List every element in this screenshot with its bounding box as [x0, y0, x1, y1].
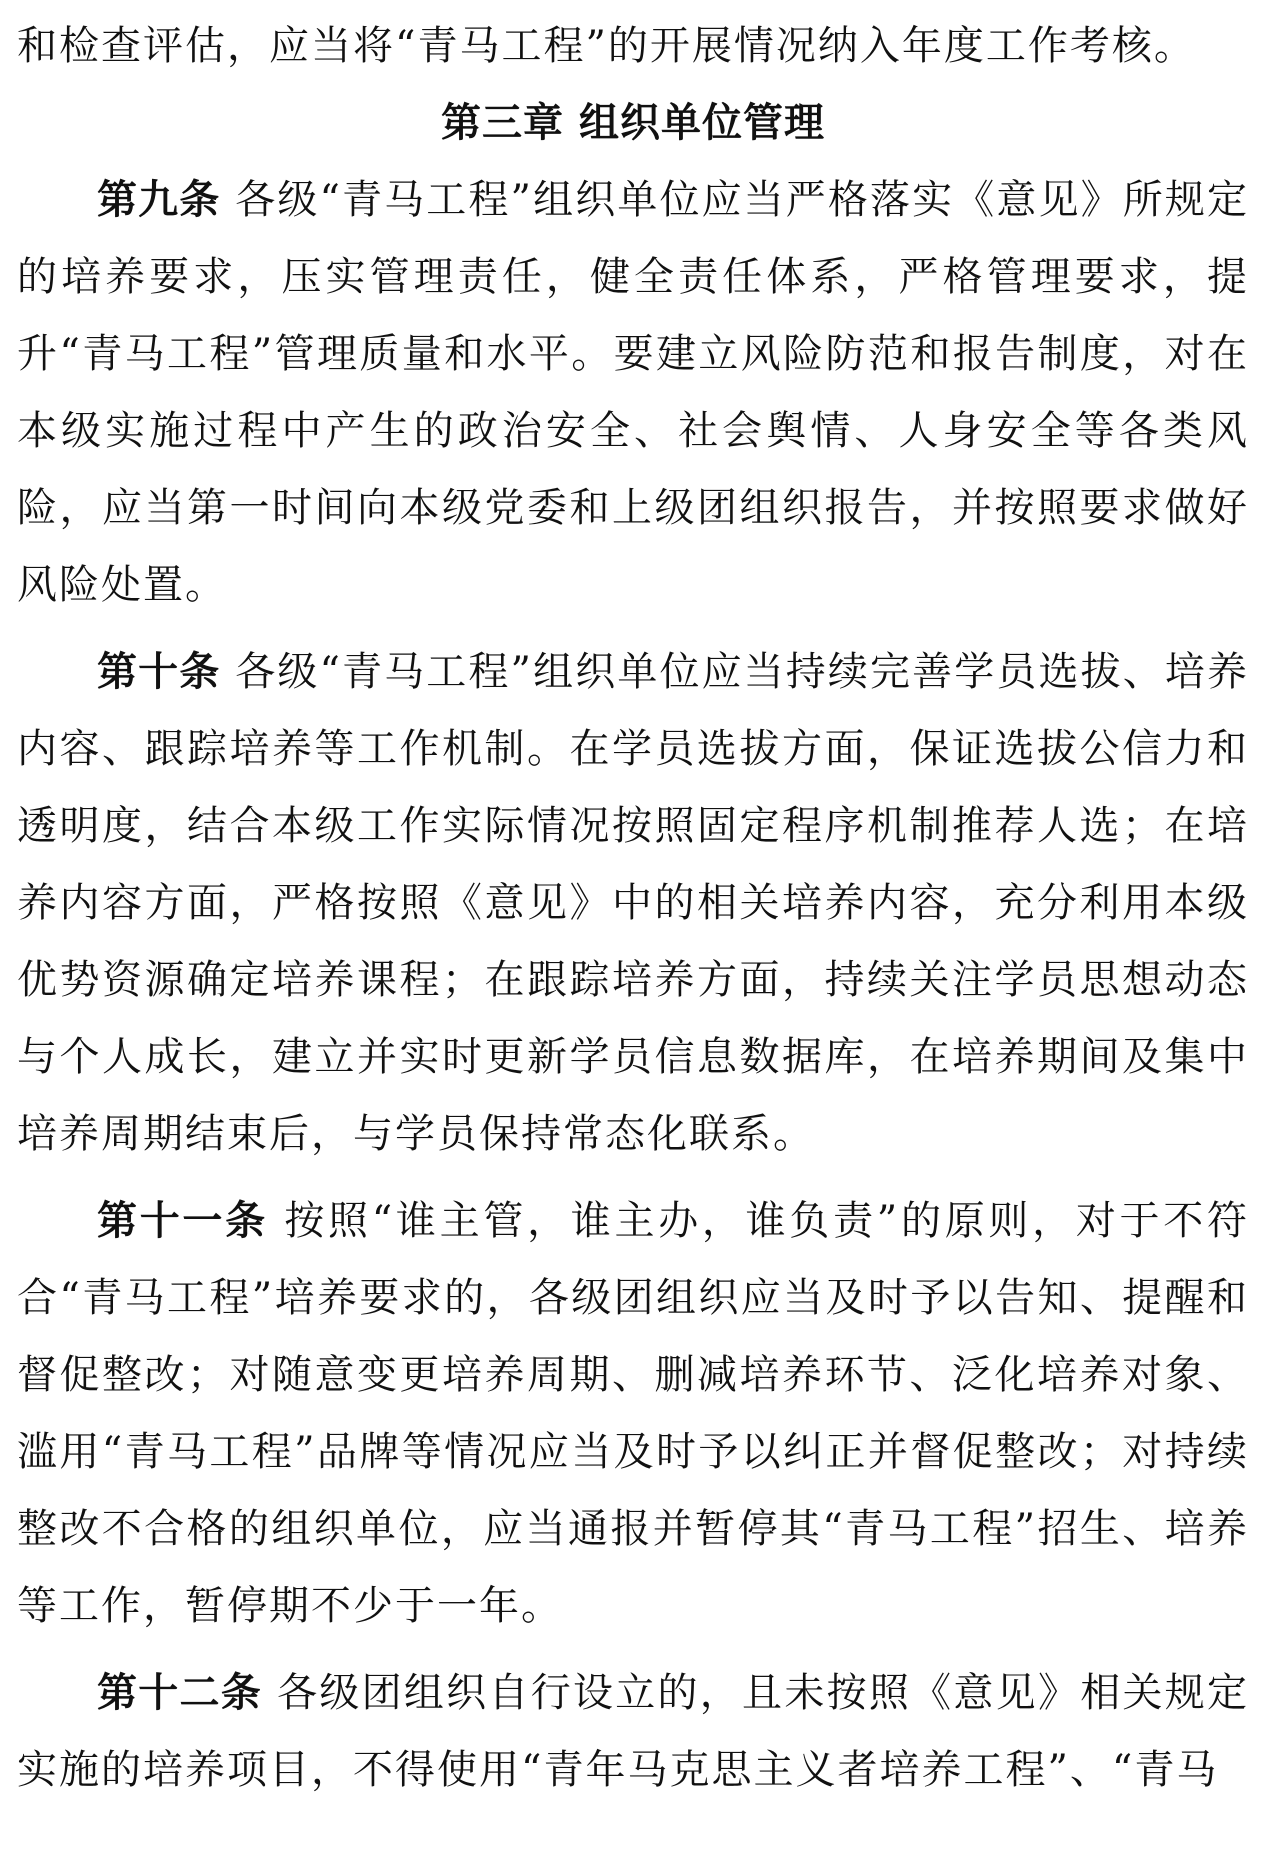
article-10-label: 第十条: [97, 649, 221, 695]
chapter-heading: 第三章 组织单位管理: [441, 100, 825, 146]
article-12-text: 各级团组织自行设立的，且未按照《意见》相关规定实施的培养项目，不得使用“青年马克思主义者培养工程”、“青马: [17, 1670, 1250, 1793]
document-page: [17, 8, 1249, 1809]
article-9-text: 各级“青马工程”组织单位应当严格落实《意见》所规定的培养要求，压实管理责任，健全责任体系，严格管理要求，提升“青马工程”管理质量和水平。要建立风险防范和报告制度，对在本级实施过程中产生的政治安全、社会舆情、人身安全等各类风险，应当第一时间向本级党委和上级团组织报告，并按照要求做好风险处置。: [17, 177, 1250, 608]
article-11-label: 第十一条: [97, 1198, 268, 1244]
article-12: [17, 1655, 1249, 1809]
article-10-text: 各级“青马工程”组织单位应当持续完善学员选拔、培养内容、跟踪培养等工作机制。在学员选拔方面，保证选拔公信力和透明度，结合本级工作实际情况按照固定程序机制推荐人选；在培养内容方面，严格按照《意见》中的相关培养内容，充分利用本级优势资源确定培养课程；在跟踪培养方面，持续关注学员思想动态与个人成长，建立并实时更新学员信息数据库，在培养期间及集中培养周期结束后，与学员保持常态化联系。: [17, 649, 1250, 1157]
article-9-label: 第九条: [97, 177, 221, 223]
article-12-label: 第十二条: [97, 1670, 263, 1716]
intro-paragraph: 和检查评估，应当将“青马工程”的开展情况纳入年度工作考核。: [17, 23, 1196, 69]
article-11-text: 按照“谁主管，谁主办，谁负责”的原则，对于不符合“青马工程”培养要求的，各级团组织应当及时予以告知、提醒和督促整改；对随意变更培养周期、删减培养环节、泛化培养对象、滥用“青马工程”品牌等情况应当及时予以纠正并督促整改；对持续整改不合格的组织单位，应当通报并暂停其“青马工程”招生、培养等工作，暂停期不少于一年。: [17, 1198, 1249, 1629]
article-10: [17, 634, 1249, 1173]
article-11: [17, 1183, 1249, 1645]
article-9: [17, 162, 1249, 624]
